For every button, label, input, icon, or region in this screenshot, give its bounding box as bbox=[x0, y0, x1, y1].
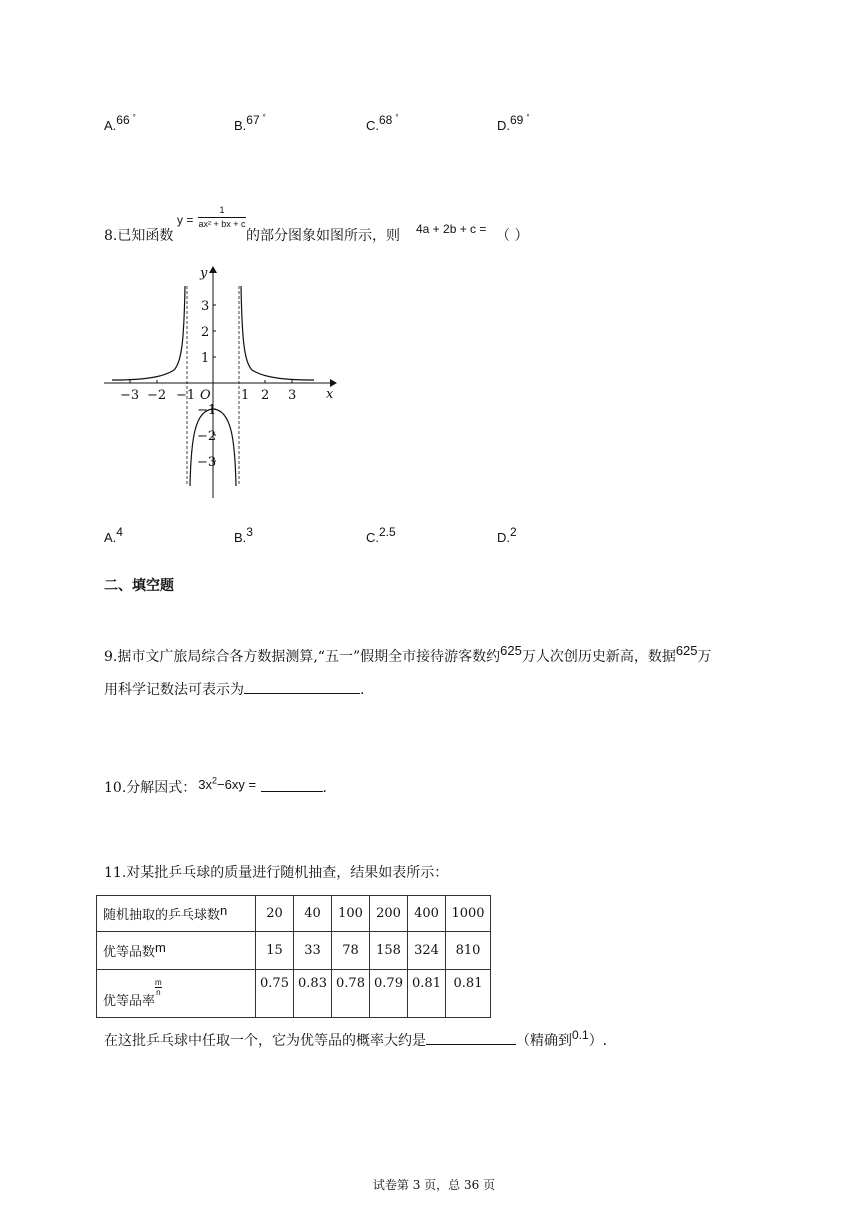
fraction-denominator: ax² + bx + c bbox=[198, 219, 246, 229]
q9-text: 用科学记数法可表示为 bbox=[104, 682, 244, 698]
table-row bbox=[97, 932, 491, 970]
table-cell: 0.75 bbox=[256, 970, 294, 1018]
quality-table bbox=[96, 895, 491, 1018]
row-header bbox=[97, 970, 256, 1018]
section-title: 二、填空题 bbox=[104, 578, 174, 594]
table-cell: 324 bbox=[408, 932, 446, 970]
y-tick-label: −3 bbox=[197, 455, 217, 470]
option-value: 4 bbox=[116, 525, 123, 539]
q8-paren: （ ） bbox=[496, 228, 529, 244]
table-cell: 0.83 bbox=[294, 970, 332, 1018]
q11-precision: 0.1 bbox=[572, 1028, 589, 1042]
table-cell: 400 bbox=[408, 896, 446, 932]
y-axis-label: y bbox=[200, 266, 208, 281]
table-cell: 0.79 bbox=[370, 970, 408, 1018]
q7-option-d bbox=[497, 113, 530, 133]
x-axis-arrow bbox=[330, 379, 337, 387]
q9-line1 bbox=[104, 643, 712, 666]
q10-expression bbox=[198, 777, 256, 792]
answer-blank[interactable] bbox=[261, 777, 323, 792]
y-axis-arrow bbox=[209, 266, 217, 273]
fraction-numerator: m bbox=[155, 978, 162, 987]
y-tick-label: 2 bbox=[201, 325, 210, 340]
q9-line2 bbox=[104, 679, 364, 699]
row-label: 优等品数 bbox=[103, 945, 156, 960]
origin-label: O bbox=[200, 388, 211, 403]
q8-middle: 的部分图象如图所示，则 bbox=[246, 228, 400, 244]
q7-option-b bbox=[234, 113, 266, 133]
table-cell: 158 bbox=[370, 932, 408, 970]
row-variable: m bbox=[155, 940, 166, 955]
table-cell: 0.78 bbox=[332, 970, 370, 1018]
x-tick-label: −1 bbox=[176, 388, 196, 403]
table-row bbox=[97, 896, 491, 932]
table-cell: 1000 bbox=[446, 896, 491, 932]
q10 bbox=[104, 777, 327, 797]
q9-number: 625 bbox=[675, 643, 698, 658]
fraction-denominator: n bbox=[156, 988, 161, 997]
table-cell: 40 bbox=[294, 896, 332, 932]
table-cell: 78 bbox=[332, 932, 370, 970]
fraction-numerator: 1 bbox=[219, 205, 225, 215]
option-letter: B. bbox=[234, 530, 247, 545]
table-cell: 100 bbox=[332, 896, 370, 932]
q9-text: 9.据市文广旅局综合各方数据测算,“五一”假期全市接待游客数约 bbox=[104, 649, 501, 665]
option-value: 66 bbox=[116, 113, 130, 127]
exponent: 2 bbox=[212, 775, 218, 786]
q8-y-eq: y = bbox=[177, 213, 194, 227]
table-cell: 33 bbox=[294, 932, 332, 970]
x-tick-label: −3 bbox=[120, 388, 140, 403]
expr-part: 3x bbox=[198, 777, 212, 792]
page-footer: 试卷第 3 页，总 36 页 bbox=[372, 1178, 496, 1192]
option-letter: C. bbox=[366, 118, 379, 133]
option-value: 3 bbox=[246, 525, 253, 539]
degree-mark: ° bbox=[132, 113, 136, 122]
x-tick-label: 3 bbox=[288, 388, 297, 403]
answer-blank[interactable] bbox=[426, 1030, 516, 1045]
q8-fraction bbox=[198, 205, 246, 229]
table-row bbox=[97, 970, 491, 1018]
option-letter: D. bbox=[497, 530, 510, 545]
x-tick-label: 2 bbox=[261, 388, 270, 403]
q11-text: ）. bbox=[588, 1033, 608, 1049]
table-cell: 15 bbox=[256, 932, 294, 970]
degree-mark: ° bbox=[262, 113, 266, 122]
table-cell: 20 bbox=[256, 896, 294, 932]
row-label: 优等品率 bbox=[103, 994, 156, 1009]
option-value: 2 bbox=[510, 525, 517, 539]
option-value: 2.5 bbox=[379, 525, 396, 539]
y-tick-label: 1 bbox=[201, 351, 210, 366]
y-tick-label: −2 bbox=[197, 429, 217, 444]
answer-blank[interactable] bbox=[244, 679, 360, 694]
q11-text: 在这批乒乓球中任取一个，它为优等品的概率大约是 bbox=[104, 1033, 426, 1049]
q8-prefix: 8.已知函数 bbox=[104, 228, 174, 244]
expr-part: −6xy = bbox=[217, 777, 257, 792]
row-header bbox=[97, 896, 256, 932]
table-cell: 0.81 bbox=[446, 970, 491, 1018]
q11-text: （精确到 bbox=[516, 1033, 572, 1049]
function-graph bbox=[100, 258, 340, 503]
option-letter: A. bbox=[104, 118, 117, 133]
curve-right-branch bbox=[241, 286, 314, 380]
q11-question bbox=[104, 1030, 607, 1050]
degree-mark: ° bbox=[395, 113, 399, 122]
q9-end: . bbox=[360, 682, 365, 698]
x-axis-label: x bbox=[326, 387, 334, 402]
row-label: 随机抽取的乒乓球数 bbox=[103, 908, 221, 923]
q10-prefix: 10.分解因式： bbox=[104, 780, 197, 796]
q9-text: 万 bbox=[697, 649, 712, 665]
table-cell: 810 bbox=[446, 932, 491, 970]
option-value: 68 bbox=[379, 113, 393, 127]
y-tick-label: 3 bbox=[201, 299, 210, 314]
q7-option-a bbox=[104, 113, 136, 133]
y-tick-label: −1 bbox=[197, 403, 217, 418]
table-cell: 0.81 bbox=[408, 970, 446, 1018]
q7-option-c bbox=[366, 113, 399, 133]
row-header bbox=[97, 932, 256, 970]
q8-option-d bbox=[497, 525, 517, 545]
row-variable: n bbox=[220, 903, 228, 918]
option-letter: C. bbox=[366, 530, 379, 545]
option-value: 69 bbox=[510, 113, 524, 127]
q10-end: . bbox=[322, 780, 327, 796]
x-tick-label: −2 bbox=[147, 388, 167, 403]
q8-option-c bbox=[366, 525, 396, 545]
option-letter: D. bbox=[497, 118, 510, 133]
q8-option-b bbox=[234, 525, 253, 545]
row-fraction bbox=[155, 978, 162, 997]
option-letter: A. bbox=[104, 530, 117, 545]
q8-option-a bbox=[104, 525, 123, 545]
q9-number: 625 bbox=[500, 643, 522, 658]
q11-intro: 11.对某批乒乓球的质量进行随机抽查，结果如表所示： bbox=[104, 865, 449, 881]
q9-text: 万人次创历史新高，数据 bbox=[521, 649, 676, 665]
option-letter: B. bbox=[234, 118, 247, 133]
x-tick-label: 1 bbox=[241, 388, 250, 403]
q8-expr: 4a + 2b + c = bbox=[416, 222, 487, 236]
degree-mark: ° bbox=[526, 113, 530, 122]
table-cell: 200 bbox=[370, 896, 408, 932]
curve-left-branch bbox=[112, 286, 185, 380]
option-value: 67 bbox=[246, 113, 260, 127]
